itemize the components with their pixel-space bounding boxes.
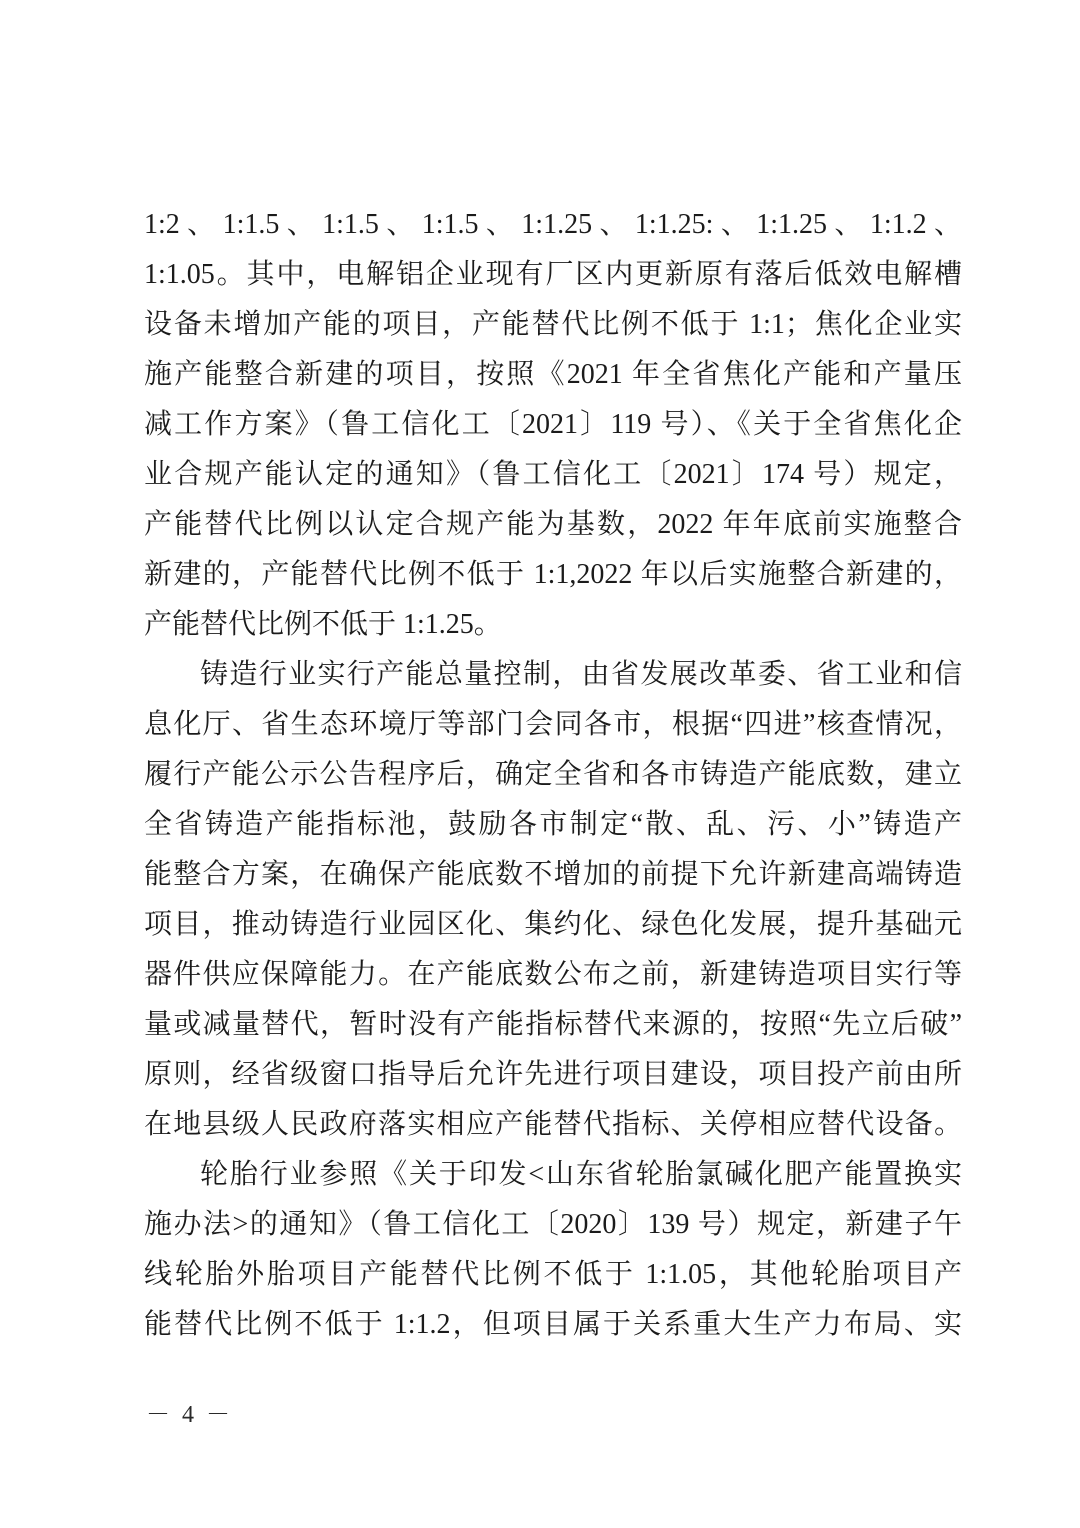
- text-line: 息化厅、省生态环境厅等部门会同各市，根据“四进”核查情况，: [144, 709, 962, 740]
- text-line: 在地县级人民政府落实相应产能替代指标、关停相应替代设备。: [144, 1109, 962, 1140]
- text-line: 设备未增加产能的项目，产能替代比例不低于 1:1；焦化企业实: [144, 309, 962, 340]
- text-line: 原则，经省级窗口指导后允许先进行项目建设，项目投产前由所: [144, 1059, 962, 1090]
- text-line-paragraph-start: 轮胎行业参照《关于印发<山东省轮胎氯碱化肥产能置换实: [200, 1159, 962, 1190]
- text-line: 项目，推动铸造行业园区化、集约化、绿色化发展，提升基础元: [144, 909, 962, 940]
- text-line: 器件供应保障能力。在产能底数公布之前，新建铸造项目实行等: [144, 959, 962, 990]
- text-line: 能替代比例不低于 1:1.2，但项目属于关系重大生产力布局、实: [144, 1309, 962, 1340]
- text-line: 1:2、1:1.5、1:1.5、1:1.5、1:1.25、1:1.25:、1:1.25、1:1.2、: [144, 209, 962, 240]
- text-line: 施产能整合新建的项目，按照《2021 年全省焦化产能和产量压: [144, 359, 962, 390]
- text-line: 履行产能公示公告程序后，确定全省和各市铸造产能底数，建立: [144, 759, 962, 790]
- text-line-paragraph-start: 铸造行业实行产能总量控制，由省发展改革委、省工业和信: [200, 659, 962, 690]
- text-line: 量或减量替代，暂时没有产能指标替代来源的，按照“先立后破”: [144, 1009, 962, 1040]
- text-line: 施办法>的通知》（鲁工信化工〔2020〕139 号）规定，新建子午: [144, 1209, 962, 1240]
- document-body: [144, 200, 962, 1350]
- text-line: 新建的，产能替代比例不低于 1:1,2022 年以后实施整合新建的，: [144, 559, 962, 590]
- text-line: 业合规产能认定的通知》（鲁工信化工〔2021〕174 号）规定，: [144, 459, 962, 490]
- page-number: － 4 －: [146, 1402, 233, 1428]
- text-line: 减工作方案》（鲁工信化工〔2021〕119 号）、《关于全省焦化企: [144, 409, 962, 440]
- text-line: 产能替代比例以认定合规产能为基数，2022 年年底前实施整合: [144, 509, 962, 540]
- text-line: 能整合方案，在确保产能底数不增加的前提下允许新建高端铸造: [144, 859, 962, 890]
- text-line-paragraph-end: 产能替代比例不低于 1:1.25。: [144, 609, 502, 640]
- text-line: 1:1.05。其中，电解铝企业现有厂区内更新原有落后低效电解槽: [144, 259, 962, 290]
- text-line: 全省铸造产能指标池，鼓励各市制定“散、乱、污、小”铸造产: [144, 809, 962, 840]
- text-line: 线轮胎外胎项目产能替代比例不低于 1:1.05，其他轮胎项目产: [144, 1259, 962, 1290]
